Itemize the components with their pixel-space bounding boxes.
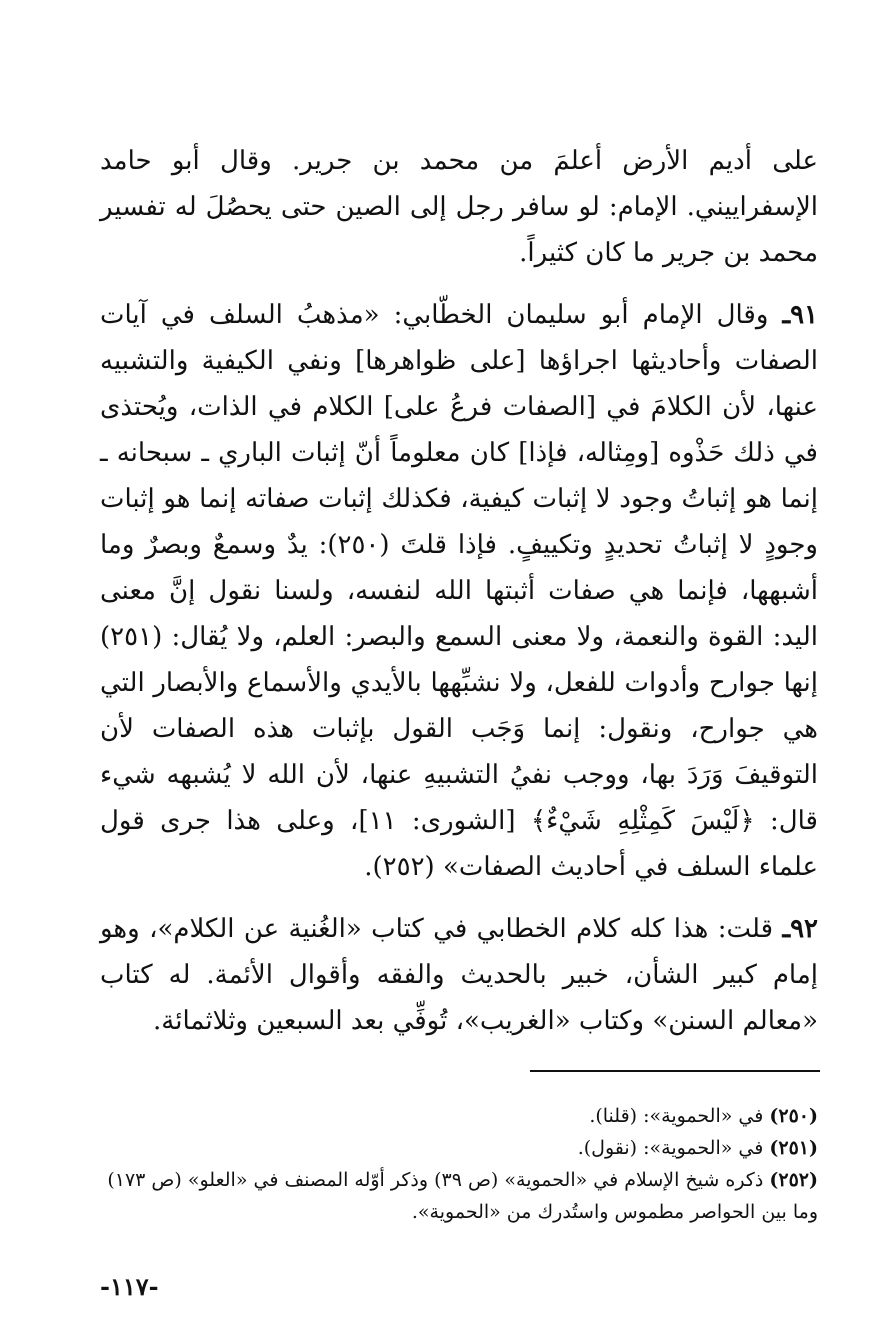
main-text bbox=[100, 138, 818, 1060]
footnote bbox=[100, 1132, 818, 1164]
footnote bbox=[100, 1164, 818, 1228]
paragraph-text: قلت: هذا كله كلام الخطابي في كتاب «الغُنية عن الكلام»، وهو إمام كبير الشأن، خبير بالحديث والفقه وأقوال الأئمة. له كتاب «معالم السنن» وكتاب «الغريب»، تُوفِّي بعد السبعين وثلاثمائة. bbox=[100, 914, 818, 1036]
footnote-text: ذكره شيخ الإسلام في «الحموية» (ص ٣٩) وذكر أوّله المصنف في «العلو» (ص ١٧٣) وما بين الحواصر مطموس واستُدرك من «الحموية». bbox=[107, 1169, 818, 1223]
paragraph-text: وقال الإمام أبو سليمان الخطّابي: «مذهبُ السلف في آيات الصفات وأحاديثها اجراؤها [على ظواهرها] ونفي الكيفية والتشبيه عنها، لأن الكلامَ في [الصفات فرعُ على] الكلام في الذات، ويُحتذى في ذلك حَذْوه [ومِثاله، فإذا] كان معلوماً أنّ إثبات الباري ـ سبحانه ـ إنما هو إثباتُ وجود لا إثبات كيفية، فكذلك إثبات صفاته إنما هو إثبات وجودٍ لا إثباتُ تحديدٍ وتكييفٍ. فإذا قلتَ (٢٥٠): يدٌ وسمعٌ وبصرٌ وما أشبهها، فإنما هي صفات أثبتها الله لنفسه، ولسنا نقول إنَّ معنى اليد: القوة والنعمة، ولا معنى السمع والبصر: العلم، ولا يُقال: (٢٥١) إنها جوارح وأدوات للفعل، ولا نشبِّهها بالأيدي والأسماع والأبصار التي هي جوارح، ونقول: إنما وَجَب القول بإثبات هذه الصفات لأن التوقيفَ وَرَدَ بها، ووجب نفيُ التشبيهِ عنها، لأن الله لا يُشبهه شيء قال: ﴿لَيْسَ كَمِثْلِهِ شَيْءٌ﴾ [الشورى: ١١]، وعلى هذا جرى قول علماء السلف في أحاديث الصفات» (٢٥٢). bbox=[100, 300, 818, 882]
footnotes bbox=[100, 1100, 818, 1228]
footnote-divider bbox=[530, 1070, 820, 1072]
footnote-text: في «الحموية»: (نقول). bbox=[577, 1137, 764, 1159]
paragraph-number: ٩١ـ bbox=[782, 300, 818, 330]
footnote-number: (٢٥٢) bbox=[769, 1169, 818, 1191]
footnote-text: في «الحموية»: (قلنا). bbox=[589, 1105, 764, 1127]
paragraph-number: ٩٢ـ bbox=[782, 914, 819, 944]
paragraph-91 bbox=[100, 292, 818, 890]
footnote-number: (٢٥١) bbox=[769, 1137, 818, 1159]
paragraph-92 bbox=[100, 906, 818, 1044]
footnote-number: (٢٥٠) bbox=[769, 1105, 818, 1127]
footnote bbox=[100, 1100, 818, 1132]
paragraph-text: على أديم الأرض أعلمَ من محمد بن جرير. وقال أبو حامد الإسفراييني. الإمام: لو سافر رجل إلى الصين حتى يحصُلَ له تفسير محمد بن جرير ما كان كثيراً. bbox=[100, 146, 818, 268]
page-number: -١١٧- bbox=[100, 1272, 159, 1301]
paragraph-continuation bbox=[100, 138, 818, 276]
